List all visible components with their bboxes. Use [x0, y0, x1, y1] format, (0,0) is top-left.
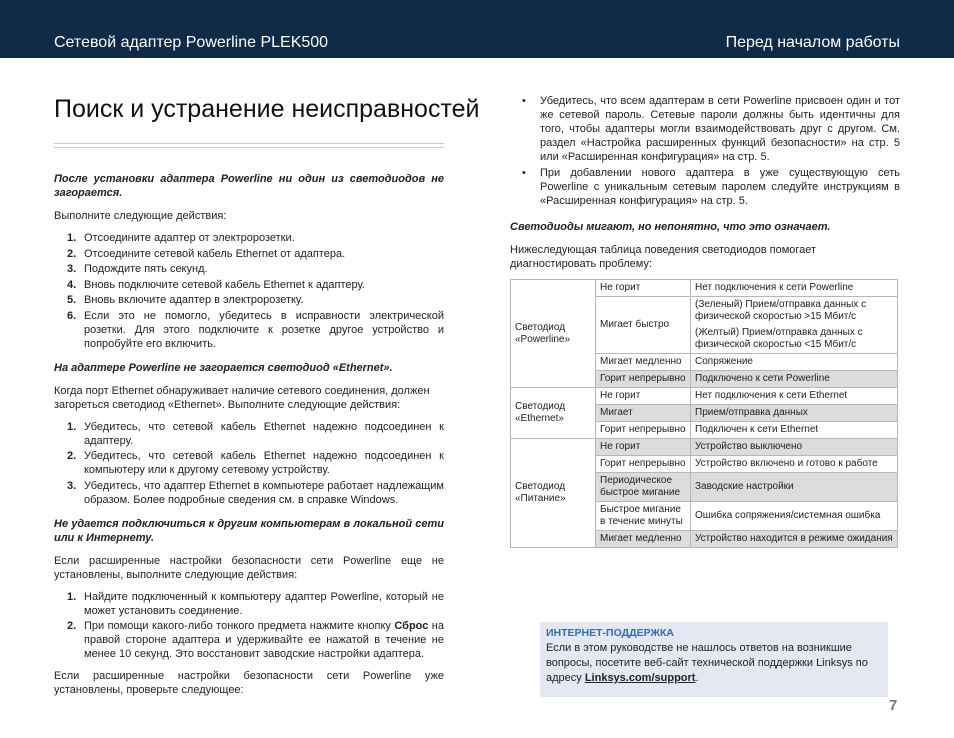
step-number: 5. — [67, 294, 77, 306]
led-group-powerline: Светодиод «Powerline» — [511, 280, 596, 388]
list-item — [54, 619, 444, 661]
step-text: Найдите подключенный к компьютеру адаптер Powerline, который не может установить соединение. — [84, 590, 444, 617]
section-heading-led-blink: Светодиоды мигают, но непонятно, что это означает. — [510, 221, 831, 233]
led-description: Устройство находится в режиме ожидания — [691, 531, 898, 548]
list-item — [54, 231, 444, 245]
led-state: Периодическое быстрое мигание — [596, 473, 691, 502]
led-state: Горит непрерывно — [596, 456, 691, 473]
list-item — [54, 293, 444, 307]
list-item — [510, 166, 900, 208]
list-item — [54, 278, 444, 292]
list-item — [54, 262, 444, 276]
led-description: Заводские настройки — [691, 473, 898, 502]
support-end: . — [695, 672, 699, 684]
header-section-name: Перед началом работы — [725, 34, 900, 51]
led-description: Ошибка сопряжения/системная ошибка — [691, 502, 898, 531]
led-state: Мигает — [596, 405, 691, 422]
step-number: 1. — [67, 420, 77, 433]
section-intro: Если расширенные настройки безопасности сети Powerline еще не установлены, выполните следующие действия: — [54, 554, 444, 581]
reset-button-label: Сброс — [394, 620, 429, 632]
section-intro: Когда порт Ethernet обнаруживает наличие сетевого соединения, должен загореться светодиод «Ethernet». Выполните следующие действия: — [54, 384, 430, 411]
step-number: 1. — [67, 232, 77, 244]
title-rule-bottom — [54, 147, 444, 148]
step-text: Убедитесь, что адаптер Ethernet в компьютере работает надлежащим образом. Более подробные сведения см. в справке Windows. — [84, 479, 444, 506]
step-text: Вновь подключите сетевой кабель Ethernet к адаптеру. — [84, 278, 365, 291]
led-state: Мигает быстро — [596, 297, 691, 354]
bullet-icon: • — [522, 167, 526, 179]
led-state: Мигает медленно — [596, 531, 691, 548]
internet-support-box — [540, 622, 888, 697]
list-item — [54, 247, 444, 261]
led-description: Подключено к сети Powerline — [691, 371, 898, 388]
led-description: Нет подключения к сети Powerline — [691, 280, 898, 297]
left-column — [54, 172, 444, 705]
led-state: Быстрое мигание в течение минуты — [596, 502, 691, 531]
step-text: Убедитесь, что сетевой кабель Ethernet надежно подсоединен к адаптеру. — [84, 420, 444, 447]
section-heading-no-leds: После установки адаптера Powerline ни один из светодиодов не загорается. — [54, 173, 444, 199]
section-heading-ethernet-led: На адаптере Powerline не загорается светодиод «Ethernet». — [54, 361, 393, 374]
led-state: Горит непрерывно — [596, 371, 691, 388]
page-title: Поиск и устранение неисправностей — [54, 95, 480, 123]
led-description: Устройство выключено — [691, 439, 898, 456]
step-text-post: на правой стороне адаптера и удерживайте ее нажатой в течение не менее 10 секунд. Это восстановит заводские настройки адаптера. — [84, 620, 444, 660]
step-number: 1. — [67, 590, 77, 603]
support-text — [546, 641, 882, 686]
step-text: Отсоедините сетевой кабель Ethernet от адаптера. — [84, 247, 346, 260]
led-description: Прием/отправка данных — [691, 405, 898, 422]
step-number: 4. — [67, 278, 77, 291]
step-number: 2. — [67, 247, 77, 260]
step-number: 3. — [67, 479, 77, 492]
step-text: Отсоедините адаптер от электророзетки. — [84, 232, 295, 244]
led-description: Подключен к сети Ethernet — [691, 422, 898, 439]
led-description: Нет подключения к сети Ethernet — [691, 388, 898, 405]
support-link[interactable]: Linksys.com/support — [584, 672, 696, 684]
page-header — [0, 0, 954, 58]
led-state: Не горит — [596, 280, 691, 297]
bullet-text: Убедитесь, что всем адаптерам в сети Powerline присвоен один и тот же сетевой пароль. Сетевые пароли должны быть идентичны для того, чтобы адаптеры могли взаимодействовать друг с другом. См. раздел «Настройка расширенных функций безопасности» на стр. 5 или «Расширенная конфигурация» на стр. 5. — [540, 95, 900, 163]
led-description: (Зеленый) Прием/отправка данных с физической скоростью >15 Мбит/с — [691, 297, 898, 326]
led-behavior-table — [510, 279, 898, 548]
support-title: ИНТЕРНЕТ-ПОДДЕРЖКА — [546, 627, 674, 639]
steps-list-no-leds — [54, 231, 444, 351]
step-text: Если это не помогло, убедитесь в исправности электрической розетки. Для этого подключите к розетке другое устройство и попробуйте его включить. — [84, 309, 444, 350]
step-text: Убедитесь, что сетевой кабель Ethernet надежно подсоединен к компьютеру или к другому сетевому устройству. — [84, 450, 444, 476]
bullet-icon: • — [522, 95, 526, 107]
page-number: 7 — [889, 697, 898, 714]
steps-list-no-connection — [54, 590, 444, 662]
led-state: Не горит — [596, 388, 691, 405]
list-item — [54, 420, 444, 448]
section-intro: Выполните следующие действия: — [54, 210, 227, 222]
section-intro: Нижеследующая таблица поведения светодиодов помогает диагностировать проблему: — [510, 244, 817, 270]
list-item — [54, 479, 444, 507]
led-group-ethernet: Светодиод «Ethernet» — [511, 388, 596, 439]
list-item — [510, 94, 900, 164]
title-rule-top — [54, 143, 444, 144]
steps-list-ethernet — [54, 420, 444, 507]
led-state: Мигает медленно — [596, 354, 691, 371]
step-number: 6. — [67, 309, 77, 322]
step-text: Вновь включите адаптер в электророзетку. — [84, 294, 304, 306]
led-state: Горит непрерывно — [596, 422, 691, 439]
support-body: Если в этом руководстве не нашлось ответов на возникшие вопросы, посетите веб-сайт технической поддержки Linksys по адресу — [546, 642, 868, 684]
led-description: Устройство включено и готово к работе — [691, 456, 898, 473]
led-description: (Желтый) Прием/отправка данных с физической скоростью <15 Мбит/с — [691, 325, 898, 354]
right-column — [510, 94, 900, 548]
bullet-text: При добавлении нового адаптера в уже существующую сеть Powerline с уникальным сетевым паролем следуйте инструкциям в «Расширенная конфигурация» на стр. 5. — [540, 167, 900, 207]
section-heading-no-connection: Не удается подключиться к другим компьютерам в локальной сети или к Интернету. — [54, 517, 444, 544]
led-description: Сопряжение — [691, 354, 898, 371]
step-text: Подождите пять секунд. — [84, 263, 208, 275]
section-outro: Если расширенные настройки безопасности сети Powerline уже установлены, проверьте следующее: — [54, 670, 444, 696]
step-number: 2. — [67, 450, 77, 462]
step-number: 3. — [67, 263, 77, 275]
list-item — [54, 309, 444, 351]
list-item — [54, 590, 444, 618]
step-number: 2. — [67, 620, 77, 632]
led-group-power: Светодиод «Питание» — [511, 439, 596, 548]
bullet-list — [510, 94, 900, 208]
step-text-pre: При помощи какого-либо тонкого предмета нажмите кнопку — [84, 620, 395, 632]
header-product-name: Сетевой адаптер Powerline PLEK500 — [54, 34, 329, 51]
led-state: Не горит — [596, 439, 691, 456]
list-item — [54, 449, 444, 477]
